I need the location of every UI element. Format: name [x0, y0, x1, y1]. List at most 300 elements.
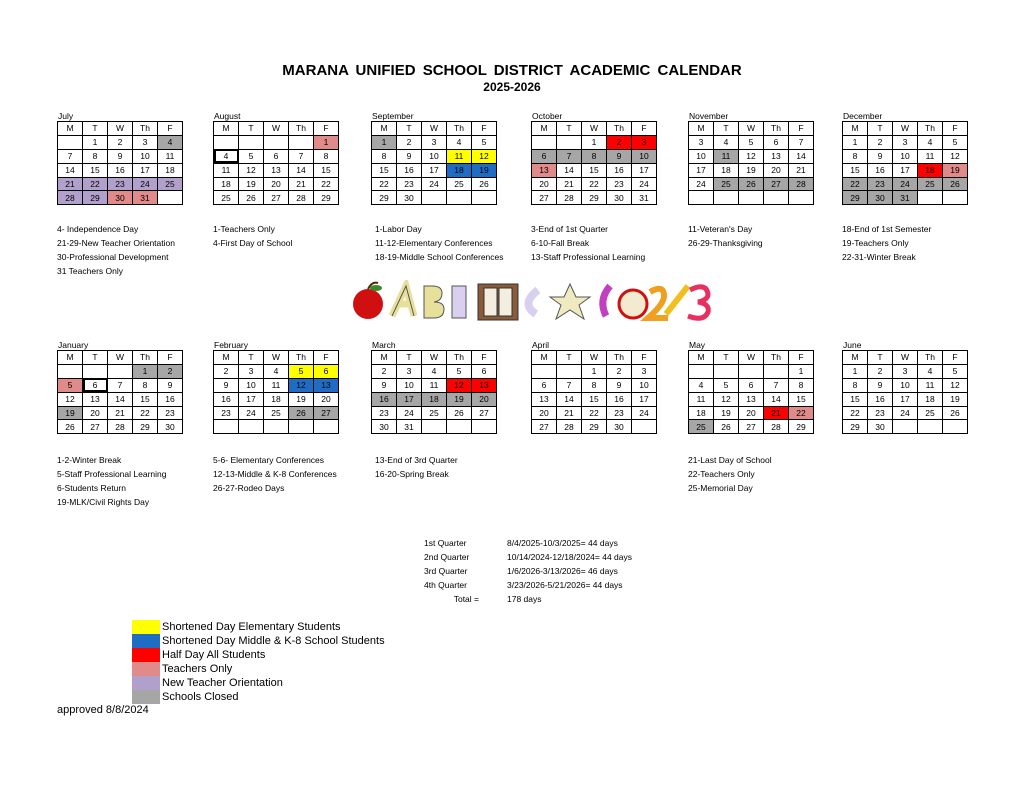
note-line: 12-13-Middle & K-8 Conferences	[213, 469, 337, 479]
weekday-header: T	[714, 351, 739, 365]
legend-swatch	[132, 690, 160, 704]
day-cell: 31	[893, 191, 918, 205]
month-august	[213, 111, 339, 205]
note-line: 22-Teachers Only	[688, 469, 755, 479]
day-cell: 11	[422, 378, 447, 392]
page-title: MARANA UNIFIED SCHOOL DISTRICT ACADEMIC CALENDAR	[282, 62, 742, 79]
weekday-header: W	[582, 122, 607, 136]
weekday-header: M	[58, 122, 83, 136]
day-cell: 19	[447, 392, 472, 406]
day-cell: 12	[239, 163, 264, 177]
day-cell	[158, 191, 183, 205]
day-cell: 14	[557, 163, 582, 177]
day-cell	[289, 135, 314, 149]
note-line: 13-Staff Professional Learning	[531, 252, 646, 262]
day-cell	[214, 135, 239, 149]
day-cell	[557, 364, 582, 378]
day-cell: 21	[108, 406, 133, 420]
day-cell	[58, 364, 83, 378]
day-cell: 30	[868, 191, 893, 205]
note-line: 4- Independence Day	[57, 224, 139, 234]
day-cell: 29	[789, 420, 814, 434]
day-cell: 14	[764, 392, 789, 406]
day-cell: 29	[582, 420, 607, 434]
weekday-header: W	[264, 351, 289, 365]
weekday-header: Th	[289, 122, 314, 136]
weekday-header: F	[472, 351, 497, 365]
weekday-header: Th	[133, 351, 158, 365]
day-cell: 3	[239, 364, 264, 378]
day-cell: 2	[607, 135, 632, 149]
day-cell: 10	[133, 149, 158, 163]
day-cell: 24	[893, 406, 918, 420]
day-cell: 29	[843, 191, 868, 205]
day-cell: 26	[943, 406, 968, 420]
day-cell: 10	[239, 378, 264, 392]
day-cell: 24	[133, 177, 158, 191]
day-cell: 31	[632, 191, 657, 205]
day-cell: 29	[372, 191, 397, 205]
day-cell: 12	[472, 149, 497, 163]
day-cell: 30	[607, 191, 632, 205]
day-cell	[447, 191, 472, 205]
month-notes	[375, 222, 504, 264]
day-cell: 21	[789, 163, 814, 177]
day-cell: 3	[422, 135, 447, 149]
note-line: 21-Last Day of School	[688, 455, 772, 465]
day-cell	[447, 420, 472, 434]
day-cell: 24	[397, 406, 422, 420]
day-cell: 27	[739, 420, 764, 434]
day-cell: 23	[868, 177, 893, 191]
day-cell: 2	[607, 364, 632, 378]
day-cell: 14	[557, 392, 582, 406]
day-cell: 16	[868, 392, 893, 406]
day-cell: 8	[789, 378, 814, 392]
day-cell: 14	[108, 392, 133, 406]
day-cell: 2	[158, 364, 183, 378]
day-cell: 30	[397, 191, 422, 205]
day-cell: 13	[264, 163, 289, 177]
day-cell: 6	[472, 364, 497, 378]
legend-swatch	[132, 676, 160, 690]
month-name: January	[58, 340, 89, 350]
day-cell: 30	[372, 420, 397, 434]
day-cell	[789, 191, 814, 205]
day-cell: 10	[632, 149, 657, 163]
day-cell: 8	[372, 149, 397, 163]
day-cell: 4	[447, 135, 472, 149]
day-cell: 15	[83, 163, 108, 177]
month-may	[688, 340, 814, 434]
weekday-header: M	[214, 122, 239, 136]
day-cell: 20	[532, 177, 557, 191]
legend-swatch	[132, 662, 160, 676]
day-cell: 13	[83, 392, 108, 406]
day-cell: 15	[582, 163, 607, 177]
note-line: 11-Veteran's Day	[688, 224, 753, 234]
day-cell: 22	[372, 177, 397, 191]
weekday-header: W	[422, 122, 447, 136]
weekday-header: W	[108, 122, 133, 136]
month-name: March	[372, 340, 396, 350]
day-cell: 3	[632, 135, 657, 149]
day-cell: 27	[764, 177, 789, 191]
note-line: 1-Labor Day	[375, 224, 422, 234]
day-cell: 16	[868, 163, 893, 177]
day-cell: 15	[372, 163, 397, 177]
day-cell	[632, 420, 657, 434]
day-cell: 16	[158, 392, 183, 406]
month-february	[213, 340, 339, 434]
day-cell: 10	[689, 149, 714, 163]
day-cell: 16	[397, 163, 422, 177]
month-notes	[213, 222, 292, 250]
day-cell: 27	[532, 420, 557, 434]
day-cell	[739, 364, 764, 378]
day-cell: 20	[739, 406, 764, 420]
day-cell: 6	[532, 378, 557, 392]
day-cell: 13	[472, 378, 497, 392]
day-cell: 26	[289, 406, 314, 420]
day-cell: 15	[789, 392, 814, 406]
note-line: 5-6- Elementary Conferences	[213, 455, 325, 465]
day-cell: 28	[289, 191, 314, 205]
day-cell: 7	[58, 149, 83, 163]
day-cell: 30	[108, 191, 133, 205]
day-cell: 19	[289, 392, 314, 406]
weekday-header: F	[158, 351, 183, 365]
day-cell	[764, 191, 789, 205]
weekday-header: M	[372, 351, 397, 365]
quarter-dates: 8/4/2025-10/3/2025= 44 days	[507, 538, 618, 548]
note-line: 22-31-Winter Break	[842, 252, 916, 262]
day-cell: 19	[58, 406, 83, 420]
day-cell: 30	[868, 420, 893, 434]
month-january	[57, 340, 183, 434]
month-grid	[213, 121, 339, 205]
month-name: April	[532, 340, 550, 350]
day-cell	[714, 364, 739, 378]
month-notes	[688, 222, 763, 250]
day-cell: 29	[83, 191, 108, 205]
weekday-header: M	[532, 351, 557, 365]
day-cell	[264, 135, 289, 149]
note-line: 18-19-Middle School Conferences	[375, 252, 504, 262]
day-cell: 3	[632, 364, 657, 378]
day-cell: 9	[108, 149, 133, 163]
weekday-header: M	[214, 351, 239, 365]
day-cell: 3	[133, 135, 158, 149]
day-cell: 12	[739, 149, 764, 163]
day-cell: 20	[764, 163, 789, 177]
day-cell: 15	[843, 392, 868, 406]
day-cell: 5	[943, 364, 968, 378]
weekday-header: T	[557, 122, 582, 136]
day-cell: 13	[532, 163, 557, 177]
total-label: Total =	[453, 594, 479, 604]
day-cell: 25	[447, 177, 472, 191]
weekday-header: F	[789, 122, 814, 136]
day-cell: 25	[689, 420, 714, 434]
day-cell: 22	[843, 177, 868, 191]
weekday-header: W	[108, 351, 133, 365]
day-cell: 6	[314, 364, 339, 378]
day-cell: 5	[289, 364, 314, 378]
day-cell: 13	[314, 378, 339, 392]
weekday-header: T	[714, 122, 739, 136]
day-cell: 9	[868, 149, 893, 163]
day-cell	[58, 135, 83, 149]
day-cell: 17	[893, 163, 918, 177]
day-cell: 8	[314, 149, 339, 163]
day-cell: 2	[108, 135, 133, 149]
weekday-header: Th	[607, 122, 632, 136]
day-cell: 18	[918, 163, 943, 177]
day-cell: 18	[214, 177, 239, 191]
day-cell: 5	[239, 149, 264, 163]
day-cell: 23	[607, 177, 632, 191]
weekday-header: T	[397, 122, 422, 136]
day-cell	[943, 420, 968, 434]
day-cell	[214, 420, 239, 434]
day-cell	[557, 135, 582, 149]
day-cell: 25	[422, 406, 447, 420]
day-cell: 20	[472, 392, 497, 406]
day-cell: 18	[918, 392, 943, 406]
day-cell: 25	[714, 177, 739, 191]
day-cell: 27	[532, 191, 557, 205]
quarter-dates: 10/14/2024-12/18/2024= 44 days	[507, 552, 633, 562]
day-cell: 29	[133, 420, 158, 434]
month-december	[842, 111, 968, 205]
day-cell	[893, 420, 918, 434]
weekday-header: F	[472, 122, 497, 136]
month-name: July	[58, 111, 74, 121]
day-cell: 11	[689, 392, 714, 406]
weekday-header: T	[83, 122, 108, 136]
day-cell: 19	[739, 163, 764, 177]
legend-item	[132, 662, 385, 676]
day-cell: 18	[447, 163, 472, 177]
day-cell: 12	[58, 392, 83, 406]
day-cell: 7	[108, 378, 133, 392]
day-cell: 25	[918, 406, 943, 420]
day-cell	[239, 135, 264, 149]
day-cell: 4	[158, 135, 183, 149]
day-cell: 16	[607, 392, 632, 406]
weekday-header: T	[239, 351, 264, 365]
day-cell: 24	[689, 177, 714, 191]
month-grid	[842, 121, 968, 205]
day-cell: 22	[133, 406, 158, 420]
day-cell: 2	[868, 135, 893, 149]
day-cell: 8	[133, 378, 158, 392]
day-cell: 17	[397, 392, 422, 406]
month-notes	[57, 453, 166, 509]
note-line: 26-29-Thanksgiving	[688, 238, 763, 248]
month-notes	[842, 222, 931, 264]
approval-note: approved 8/8/2024	[57, 704, 149, 716]
day-cell: 19	[714, 406, 739, 420]
day-cell	[689, 191, 714, 205]
weekday-header: F	[789, 351, 814, 365]
legend-item	[132, 634, 385, 648]
note-line: 19-Teachers Only	[842, 238, 909, 248]
day-cell: 26	[739, 177, 764, 191]
day-cell	[472, 191, 497, 205]
day-cell: 15	[314, 163, 339, 177]
day-cell	[264, 420, 289, 434]
day-cell: 23	[108, 177, 133, 191]
weekday-header: F	[158, 122, 183, 136]
day-cell: 3	[893, 364, 918, 378]
day-cell: 25	[214, 191, 239, 205]
day-cell: 17	[133, 163, 158, 177]
quarter-dates: 1/6/2026-3/13/2026= 46 days	[507, 566, 618, 576]
legend-swatch	[132, 620, 160, 634]
day-cell: 5	[58, 378, 83, 392]
day-cell: 23	[158, 406, 183, 420]
note-line: 3-End of 1st Quarter	[531, 224, 609, 234]
legend-swatch	[132, 648, 160, 662]
day-cell: 24	[422, 177, 447, 191]
day-cell: 31	[397, 420, 422, 434]
day-cell: 4	[214, 149, 239, 163]
weekday-header: F	[943, 351, 968, 365]
month-grid	[371, 121, 497, 205]
weekday-header: Th	[918, 122, 943, 136]
day-cell: 29	[843, 420, 868, 434]
day-cell: 18	[422, 392, 447, 406]
day-cell: 5	[447, 364, 472, 378]
day-cell: 7	[557, 378, 582, 392]
day-cell: 12	[943, 378, 968, 392]
day-cell: 9	[397, 149, 422, 163]
day-cell: 16	[108, 163, 133, 177]
day-cell: 22	[83, 177, 108, 191]
day-cell: 19	[472, 163, 497, 177]
day-cell: 5	[714, 378, 739, 392]
month-october	[531, 111, 657, 205]
day-cell: 10	[893, 378, 918, 392]
day-cell: 20	[314, 392, 339, 406]
day-cell: 24	[632, 406, 657, 420]
day-cell	[289, 420, 314, 434]
quarter-dates: 3/23/2026-5/21/2026= 44 days	[507, 580, 623, 590]
note-line: 11-12-Elementary Conferences	[375, 238, 493, 248]
day-cell: 8	[582, 149, 607, 163]
weekday-header: M	[689, 122, 714, 136]
day-cell: 23	[372, 406, 397, 420]
day-cell: 28	[557, 191, 582, 205]
weekday-header: M	[532, 122, 557, 136]
day-cell: 1	[582, 135, 607, 149]
weekday-header: W	[739, 351, 764, 365]
day-cell: 22	[582, 177, 607, 191]
day-cell	[532, 364, 557, 378]
weekday-header: W	[422, 351, 447, 365]
day-cell: 3	[397, 364, 422, 378]
weekday-header: Th	[133, 122, 158, 136]
day-cell: 12	[943, 149, 968, 163]
day-cell: 8	[843, 149, 868, 163]
day-cell: 12	[289, 378, 314, 392]
month-march	[371, 340, 497, 434]
day-cell: 1	[83, 135, 108, 149]
day-cell: 26	[58, 420, 83, 434]
day-cell: 29	[582, 191, 607, 205]
day-cell: 26	[714, 420, 739, 434]
note-line: 16-20-Spring Break	[375, 469, 449, 479]
legend-label: Half Day All Students	[162, 649, 266, 661]
note-line: 18-End of 1st Semester	[842, 224, 932, 234]
day-cell: 9	[158, 378, 183, 392]
day-cell: 30	[607, 420, 632, 434]
day-cell: 25	[918, 177, 943, 191]
month-name: October	[532, 111, 563, 121]
day-cell	[239, 420, 264, 434]
month-name: February	[214, 340, 249, 350]
day-cell: 6	[764, 135, 789, 149]
note-line: 19-MLK/Civil Rights Day	[57, 497, 150, 507]
day-cell: 6	[83, 378, 108, 392]
day-cell	[314, 420, 339, 434]
day-cell: 23	[607, 406, 632, 420]
day-cell: 8	[83, 149, 108, 163]
day-cell: 31	[133, 191, 158, 205]
day-cell: 10	[632, 378, 657, 392]
day-cell: 9	[372, 378, 397, 392]
weekday-header: F	[943, 122, 968, 136]
month-name: June	[843, 340, 862, 350]
day-cell: 19	[943, 163, 968, 177]
day-cell: 7	[764, 378, 789, 392]
day-cell: 24	[632, 177, 657, 191]
weekday-header: F	[632, 122, 657, 136]
note-line: 26-27-Rodeo Days	[213, 483, 285, 493]
weekday-header: T	[239, 122, 264, 136]
note-line: 6-Students Return	[57, 483, 126, 493]
month-july	[57, 111, 183, 205]
note-line: 30-Professional Development	[57, 252, 169, 262]
day-cell: 10	[422, 149, 447, 163]
day-cell	[689, 364, 714, 378]
total-days: 178 days	[507, 594, 542, 604]
legend-label: Shortened Day Elementary Students	[162, 621, 341, 633]
day-cell: 11	[918, 378, 943, 392]
day-cell: 26	[447, 406, 472, 420]
day-cell: 2	[372, 364, 397, 378]
day-cell: 18	[264, 392, 289, 406]
day-cell: 13	[739, 392, 764, 406]
legend-swatch	[132, 634, 160, 648]
month-grid	[531, 121, 657, 205]
day-cell: 5	[472, 135, 497, 149]
day-cell: 15	[133, 392, 158, 406]
month-notes	[213, 453, 337, 495]
day-cell: 12	[447, 378, 472, 392]
weekday-header: M	[843, 351, 868, 365]
weekday-header: W	[893, 351, 918, 365]
day-cell: 28	[557, 420, 582, 434]
month-grid	[688, 121, 814, 205]
weekday-header: Th	[764, 122, 789, 136]
day-cell	[83, 364, 108, 378]
quarter-label: 2nd Quarter	[424, 552, 470, 562]
day-cell: 21	[58, 177, 83, 191]
day-cell: 21	[557, 406, 582, 420]
